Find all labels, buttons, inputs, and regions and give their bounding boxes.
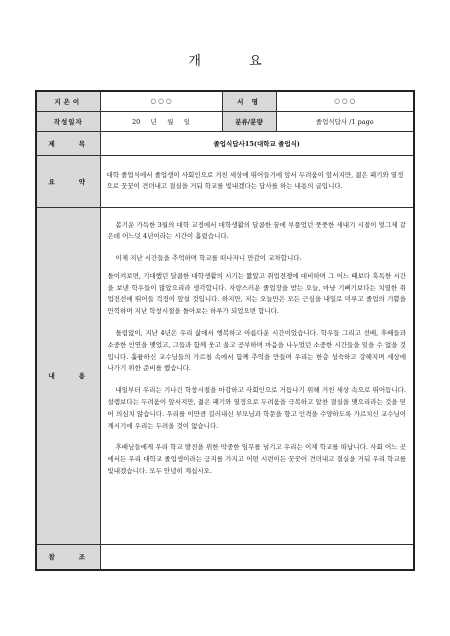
content-label: 내 용 (36, 207, 100, 544)
content-paragraph: 후배님들에게 우리 학교 발전을 위한 막중한 임무를 넘기고 우리는 이제 학교를 떠납니다. 사회 어느 곳에서든 우리 대학교 졸업생이라는 긍지를 가지고 어떤 시련이든 꿋꿋이 견뎌내고 결실을 거둬 우리 학교를 빛내겠습니다. 모두 안녕히 계십시오. (107, 443, 406, 476)
date-row (36, 111, 414, 131)
title-label: 제 목 (36, 131, 100, 155)
author-value: ○ ○ ○ (100, 91, 222, 111)
author-row (36, 91, 414, 111)
date-value: 20 년 월 일 (100, 111, 222, 131)
content-paragraph: 돌이켜보면, 기대했던 달콤한 대학생활의 시기는 짧았고 취업전쟁에 대비하며 그 어느 때보다 혹독한 시간을 보낸 학우들이 많았으리라 생각합니다. 자랑스러운 졸업장을 받는 오늘, 마냥 기뻐기보다는 치열한 취업전선에 뛰어들 걱정이 앞설 것입니다. 하지만, 저는 오늘만은 모든 근심을 내일로 미루고 졸업의 기쁨을 만끽하며 지난 학창시절을 돌아보는 하루가 되었으면 합니다. (107, 271, 406, 316)
content-paragraph: 틀림없이, 지난 4년은 우리 삶에서 행복하고 아름다운 시간이었습니다. 학우들 그리고 선배, 후배들과 소중한 인연을 맺었고, 그들과 함께 웃고 울고 공부하며 마음을 나누었던 소중한 시간들을 잊을 수 없을 것입니다. 훌륭하신 교수님들의 가르침 속에서 함께 추억을 만들며 우리는 한층 성숙하고 강해지며 세상에 나가기 위한 준비를 했습니다. (107, 329, 406, 373)
name-label: 서 명 (222, 91, 276, 111)
category-value: 졸업식답사 /1 page (276, 111, 414, 131)
summary-form-table (35, 90, 415, 571)
content-row (36, 207, 414, 544)
content-paragraph: 내일부터 우리는 기나긴 학창시절을 마감하고 사회인으로 거듭나기 위해 거친 세상 속으로 뛰어듭니다. 설렘보다는 두려움이 앞서지만, 젊은 패기와 열정으로 두려움을 극복하고 알찬 결실을 맺으리라는 것을 믿어 의심치 않습니다. 우리를 이만큼 길러내신 부모님과 학문을 향고 인격을 수양하도록 가르치신 교수님이 계시기에 우리는 두려울 것이 없습니다. (107, 386, 406, 430)
summary-text: 대학 졸업식에서 졸업생이 사회인으로 거친 세상에 뛰어들기에 앞서 두려움이 앞서지만, 젊은 패기와 열정으로 꿋꿋이 견뎌내고 결실을 거둬 학교를 빛내겠다는 답사를 하는 내용의 글입니다. (100, 155, 414, 207)
author-label: 지은이 (36, 91, 100, 111)
category-label: 분류/분량 (222, 111, 276, 131)
title-row (36, 131, 414, 155)
reference-row (36, 544, 414, 570)
page-title: 개 요 (188, 54, 284, 69)
summary-row (36, 155, 414, 207)
reference-value (100, 544, 414, 570)
content-body (100, 207, 414, 544)
document-title: 졸업식답사15(대학교 졸업식) (100, 131, 414, 155)
summary-label: 요 약 (36, 155, 100, 207)
name-value: ○ ○ ○ (276, 91, 414, 111)
reference-label: 참 조 (36, 544, 100, 570)
content-paragraph: 이제 지난 시간들을 추억하며 학교를 떠나자니 만감이 교차합니다. (115, 254, 302, 263)
date-label: 작성일자 (36, 111, 100, 131)
content-paragraph: 봄기운 가득한 3월의 대학 교정에서 대학생활의 달콤한 꿈에 부풀었던 풋풋한 새내기 시절이 엊그제 같은데 어느덧 4년이라는 시간이 흘렀습니다. (107, 220, 406, 241)
